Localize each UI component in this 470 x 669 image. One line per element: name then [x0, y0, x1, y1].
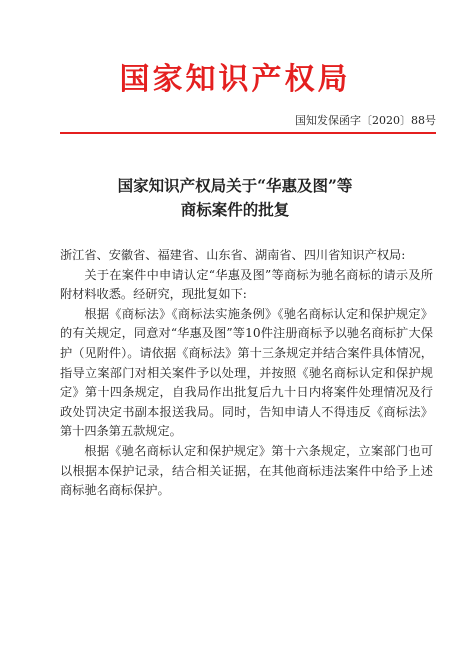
document-body: [60, 246, 433, 501]
body-paragraph-3: 根据《驰名商标认定和保护规定》第十六条规定，立案部门也可以根据本保护记录，结合相关证据，在其他商标违法案件中给予上述商标驰名商标保护。: [60, 443, 433, 498]
document-number: 国知发保函字〔2020〕88号: [295, 114, 436, 127]
document-title: [0, 174, 470, 222]
issuing-organization-header: 国家知识产权局: [119, 62, 351, 97]
red-divider-line: [60, 132, 436, 134]
document-title-line-1: 国家知识产权局关于“华惠及图”等: [117, 176, 353, 195]
body-paragraph-1: 关于在案件中申请认定“华惠及图”等商标为驰名商标的请示及所附材料收悉。经研究，现批复如下:: [60, 267, 433, 302]
body-paragraph-2: 根据《商标法》《商标法实施条例》《驰名商标认定和保护规定》的有关规定，同意对“华惠及图”等10件注册商标予以驰名商标扩大保护（见附件）。请依据《商标法》第十三条规定并结合案件具体情况，指导立案部门对相关案件予以处理，并按照《驰名商标认定和保护规定》第十四条规定，自我局作出批复后九十日内将案件处理情况及行政处罚决定书副本报送我局。同时，告知申请人不得违反《商标法》第十四条第五款规定。: [60, 306, 433, 439]
addressee-line: 浙江省、安徽省、福建省、山东省、湖南省、四川省知识产权局:: [60, 248, 406, 262]
document-title-line-2: 商标案件的批复: [180, 200, 290, 219]
